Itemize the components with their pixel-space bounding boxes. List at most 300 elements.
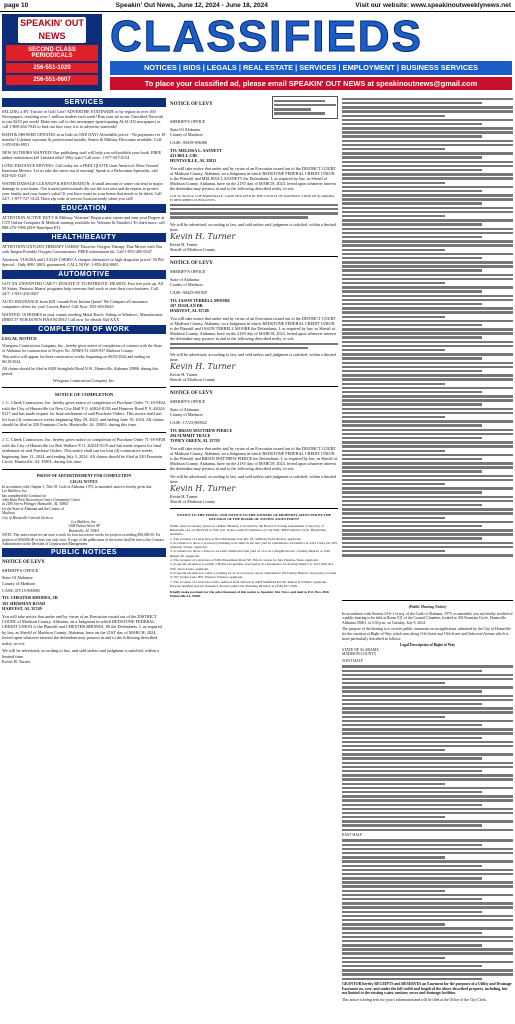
fine-print-line (342, 839, 513, 841)
zoning-item: 4. The location of a structure at 3304 Monument Road SE, Eris R. Lewis for Isla Thomas-Taste, applicant. (170, 558, 319, 563)
east-half-heading: EAST HALF (342, 833, 363, 838)
page-number: page 10 (4, 2, 29, 9)
proof-line: has completed the Contract for (2, 493, 47, 498)
levy-footer: We will be advertised, according to law, and sold unless said judgment is satisfied, within a limited time. (2, 648, 159, 659)
closing-note: This notice is being sent for (your) information and will be filed at the Office of the City Clerk. (342, 997, 487, 1002)
fine-print-line (342, 525, 482, 527)
fine-print-line (342, 144, 513, 146)
payment-note: Kindly make payment for the advertisement of this notice to Speakin' Out News and mail to P.O. Box 2826 Huntsville AL 35804 (170, 590, 329, 599)
fine-print-line (342, 466, 513, 468)
fine-print-block (342, 96, 513, 596)
fine-print-line (342, 433, 513, 435)
classified-ad: BATH & SHOWER UPDATES in as little as ONE DAY! Affordable prices - No payments for 18 months! Lifetime warranty & professional installs. Senior & Military Discounts available. Call: 1-855-836-0951 (2, 132, 166, 147)
proof-line: City of Huntsville General Services (2, 515, 53, 520)
proof-line: Lee Builders, Inc. (2, 489, 28, 494)
notice-text-1: J. C. Cheek Contractors, Inc. hereby gives notice of completion of Purchase Order 71-18-SP24 with the City of Huntsville for New City Hall P. 0. #2024-0138 and Hanover Road P. 0. #2024-0127 and has made request for final settlement of said Purchase Orders. This notice shall run for four (4) consecutive weeks beginning May 29, 2024, and ending June 19, 2024. All claims should be filed at 320 Fountain Circle, Huntsville, AL 35801, during this time. (2, 399, 166, 428)
fine-print-line (342, 927, 513, 929)
levy-office: SHERIFF'S OFFICE (2, 567, 39, 573)
top-bar (0, 0, 515, 12)
promo-line-1: SECOND CLASS PERIODICALS (6, 45, 98, 61)
west-half-lines (342, 665, 513, 831)
fine-print-line (342, 194, 513, 196)
zoning-item: 1. The location of a structure at 5014 Mountain Gap Rd. SE, William Todd Weaver, applicant. (170, 536, 302, 541)
fine-print-line (342, 749, 445, 751)
sheriff-signature: Kevin H. Turner (170, 362, 236, 372)
fine-print-line (342, 190, 482, 192)
fine-print-line (342, 253, 513, 255)
fine-print-line (342, 278, 513, 280)
stamp-line (274, 100, 325, 102)
fine-print-line (342, 537, 482, 539)
fine-print-line (342, 362, 513, 364)
fine-print-line (342, 860, 513, 862)
levy-1-city: HUNTSVILLE, AL 35811 (170, 157, 217, 163)
fine-print-line (342, 703, 482, 705)
fine-print-line (342, 383, 445, 385)
fine-print-line (342, 140, 513, 142)
fine-print-line (342, 804, 482, 806)
fine-print-line (342, 808, 513, 810)
fine-print-line (342, 257, 482, 259)
fine-print-line (342, 475, 513, 477)
levy-1-sheriff-name: Kevin H. Turner (170, 241, 198, 247)
divider (170, 508, 338, 509)
health-heading: HEALTH/BEAUTY (2, 233, 166, 242)
levy-2-state: State of Alabama (170, 276, 199, 282)
classified-ad: SELLING a RV, Tractor or Golf Cart? ADVERTISE STATEWIDE or by region in over 100 Newspapers, reaching over 1 million readers each week! Run your ad in our Classified Network to just $210 per week! Make one call to this newspaper (participating ALSCAN newspaper) or call 1-800-264-7043 to find out how easy it is to advertise statewide! (2, 109, 164, 129)
fine-print-line (342, 161, 513, 163)
fine-print-line (342, 546, 513, 548)
fine-print-line (342, 320, 513, 322)
levy-3-state: State of Alabama (170, 407, 199, 413)
fine-print-line (342, 728, 513, 730)
legal-line (170, 208, 338, 210)
proof-line: Lee Builders, Inc. (71, 519, 97, 524)
sheriff-signature: Kevin H. Turner (170, 231, 236, 241)
fine-print-line (342, 374, 513, 376)
completion-heading: COMPLETION OF WORK (2, 325, 166, 334)
fine-print-line (342, 328, 513, 330)
fine-print-line (342, 450, 445, 452)
fine-print-line (342, 261, 513, 263)
levy-3-case: CASE: CV23-900922 (170, 420, 207, 426)
zoning-title: NOTICE TO THE PUBLIC AND NOTICE TO THE OWNERS OF PROPERTY AFFECTED BY THE DECISION OF THE BOARD OF ZONING ADJUSTMENT (176, 513, 332, 522)
fine-print-line (342, 716, 445, 718)
fine-print-line (342, 829, 513, 831)
notice-text-2: J. C. Cheek Contractors, Inc. hereby gives notice of completion of Purchase Order 71-18-SP28 with the City of Huntsville for Bob Wallace P. O. #2024-0119 and has made request for final settlement of said Purchase Orders. This notice shall run for four (4) consecutive weeks beginning June 12, 2024, and ending July 3, 2024. All claims should be filed at 320 Fountain Circle, Huntsville, AL 35801, during this time. (2, 436, 166, 465)
legal-line (170, 204, 338, 206)
fine-print-line (342, 131, 513, 133)
fine-print-line (342, 198, 513, 200)
fine-print-line (342, 420, 513, 422)
fine-print-line (342, 454, 513, 456)
fine-print-line (342, 483, 445, 485)
levy-to: TO: CHESTER RHODES, JR (2, 595, 58, 601)
legal-line (170, 212, 338, 214)
fine-print-line (342, 391, 482, 393)
fine-print-line (342, 357, 482, 359)
fine-print-line (342, 885, 513, 887)
fine-print-line (342, 219, 513, 221)
levy-2-title: NOTICE OF LEVY (170, 260, 213, 266)
levy-3-office: SHERIFF'S OFFICE (170, 399, 206, 405)
legal-line (170, 343, 338, 345)
column-right (342, 96, 513, 1002)
fine-print-line (342, 496, 513, 498)
fine-print-line (342, 479, 513, 481)
classified-ad: Attention: VIAGRA and CIALIS USERS! A cheaper alternative to high drugstore prices! 50 Pill Special - Only $99! 100% guaranteed. CALL NOW: 1-855-402-0005 (2, 257, 164, 267)
fine-print-line (342, 674, 513, 676)
fine-print-line (342, 399, 513, 401)
levy-2-office: SHERIFF'S OFFICE (170, 268, 206, 274)
stamp-line (274, 112, 325, 114)
fine-print-line (342, 274, 513, 276)
divider (2, 387, 166, 388)
fine-print-line (342, 165, 513, 167)
fine-print-line (342, 295, 513, 297)
category-bar: NOTICES | BIDS | LEGALS | REAL ESTATE | SERVICES | EMPLOYMENT | BUSINESS SERVICES (110, 61, 512, 75)
fine-print-line (342, 848, 513, 850)
fine-print-line (342, 711, 513, 713)
zoning-item: 3. A variance to allow a fence to be built within the front yard of a lot in a Neighborhood 1 Zoning District at 1201 Ringer Dr. Applicant. (170, 549, 331, 558)
automotive-heading: AUTOMOTIVE (2, 270, 166, 279)
fine-print-line (342, 211, 513, 213)
east-half-section (342, 833, 513, 838)
place-ad-banner[interactable]: To place your classified ad, please email SPEAKIN' OUT NEWS at speakinoutnews@gmail.com (110, 77, 512, 90)
fine-print-line (342, 770, 482, 772)
stamp-line (274, 104, 336, 106)
zoning-item: 5. A special exception to permit a Home Occupation on property in a Residence 1A Zoning District at 3101 Dell Ave NW, Jason Jones, applicant. (170, 562, 334, 571)
education-heading: EDUCATION (2, 204, 166, 213)
fine-print-line (342, 898, 482, 900)
divider (342, 600, 513, 601)
hearing-intro: In accordance with Section 23-6-1 et seq. of the Code of Alabama, 1975, as amended, you are hereby notified of a public hearing to be held at Room 911 of the Council Chamber, located at 303 Fountain Circle, Huntsville, Alabama 35801, at 5:30 p.m. on Tuesday, July 9, 2024. (342, 611, 513, 625)
fine-print-lines (342, 98, 513, 557)
fine-print-line (342, 307, 513, 309)
fine-print-line (342, 135, 482, 137)
hearing-state: STATE OF ALABAMA (342, 647, 379, 652)
fine-print-line (342, 470, 482, 472)
fine-print-line (342, 923, 445, 925)
levy-state: State Of Alabama (2, 575, 33, 581)
fine-print-line (342, 106, 513, 108)
fine-print-line (342, 177, 513, 179)
hearing-notice (342, 605, 513, 664)
fine-print-line (342, 173, 513, 175)
levy-city: HARVEST, AL 35749 (2, 606, 42, 612)
fine-print-line (342, 119, 513, 121)
fine-print-line (342, 110, 513, 112)
divider (170, 256, 338, 257)
fine-print-line (342, 521, 513, 523)
fine-print-line (342, 98, 513, 100)
levy-2-footer: We will be advertised, according to law, and sold unless said judgment is satisfied, within a limited time. (170, 352, 336, 363)
fine-print-line (342, 757, 482, 759)
fine-print-line (342, 202, 482, 204)
proof-line: Madison (2, 511, 15, 516)
fine-print-line (342, 695, 513, 697)
fine-print-line (342, 978, 482, 980)
fine-print-line (342, 223, 482, 225)
fine-print-line (342, 944, 482, 946)
classified-ad: WANTED: 10 HOMES in your county needing Metal Roofs, Siding or Windows. Manufacturer DIRECT! NO$ DOWN FINANCING! Call now for details 844-XXX (2, 312, 163, 322)
fine-print-line (342, 345, 513, 347)
fine-print-line (342, 820, 513, 822)
hearing-county: MADISON COUNTY (342, 652, 377, 657)
fine-print-line (342, 762, 513, 764)
column-middle (170, 96, 338, 599)
fine-print-line (342, 686, 513, 688)
fine-print-line (342, 236, 482, 238)
levy-2-sheriff-title: Sheriff of Madison County (170, 377, 216, 383)
levy-3-county: County of Madison (170, 412, 203, 418)
fine-print-line (342, 228, 513, 230)
services-heading: SERVICES (2, 98, 166, 107)
fine-print-line (342, 961, 513, 963)
fine-print-line (342, 732, 513, 734)
fine-print-line (342, 873, 513, 875)
fine-print-line (342, 707, 513, 709)
completion-text-2: This notice will appear for three consecutive weeks, beginning on 06/05/2024 and ending on 06/19/2024. (2, 354, 151, 365)
fine-print-line (342, 182, 445, 184)
fine-print-line (342, 906, 513, 908)
legal-desc-heading: Legal Description of Right of Way (399, 643, 456, 648)
fine-print-line (342, 737, 482, 739)
completion-signoff: Wiregrass Construction Company, Inc. (52, 377, 116, 383)
completion-notice (2, 337, 166, 383)
fine-print-line (342, 265, 513, 267)
fine-print-line (342, 458, 482, 460)
fine-print-line (342, 529, 513, 531)
sheriff-signature: Kevin H. Turner (170, 484, 236, 494)
fine-print-line (342, 416, 445, 418)
fine-print-line (342, 952, 513, 954)
fine-print-line (342, 911, 482, 913)
fine-print-line (342, 890, 445, 892)
levy-address: 103 SHERMAN ROAD (2, 600, 46, 606)
levy-3-to: TO: BRIAN MATTHEW PIERCE (170, 428, 233, 434)
fine-print-line (342, 936, 513, 938)
fine-print-line (342, 332, 513, 334)
classified-ad: NEW AUTHORS WANTED! Our publishing staff will help you self-publish your book. FREE author submission kit! Limited offer! Why wait? Call now: 1-877-567-6154 (2, 150, 162, 160)
fine-print-line (342, 678, 513, 680)
fine-print-line (342, 894, 513, 896)
fine-print-line (342, 500, 513, 502)
fine-print-line (342, 269, 482, 271)
fine-print-line (342, 877, 482, 879)
fine-print-line (342, 207, 513, 209)
fine-print-line (342, 445, 513, 447)
fine-print-line (342, 824, 482, 826)
fine-print-line (342, 148, 445, 150)
notice-of-completion (2, 392, 166, 465)
fine-print-line (342, 186, 513, 188)
levy-2-city: HARVEST, AL 35749 (170, 307, 209, 313)
fine-print-line (342, 299, 513, 301)
classified-ad: GOT AN UNWANTED CAR??? DONATE IT TO PATRIOTIC HEARTS. Fast free pick up. All 50 States. Patriotic Hearts' programs help veterans find work or start their own business. Call 24/7: 1-855-416-0027 (2, 281, 164, 296)
levy-2-sheriff-name: Kevin H. Turner (170, 372, 198, 378)
fine-print-line (342, 403, 482, 405)
fine-print-line (342, 856, 445, 858)
fine-print-line (342, 745, 513, 747)
levy-1-address: 433 BELL CIR (170, 152, 197, 158)
classified-ad: WATER DAMAGE CLEANUP & RESTORATION: A small amount of water can lead to major damage in your home. Our trusted professionals dry out the wet area and do repairs to protect your family and your home's value! If you have water in your home that needs to be dried, Call 24/7: 1-877-727-3144. Have zip code of service location ready when you call! (2, 181, 163, 201)
fine-print-line (342, 550, 445, 552)
website-link[interactable]: Visit our website: www.speakinoutweeklynews.net (355, 2, 511, 9)
fine-print-line (342, 554, 513, 556)
fine-print-line (342, 766, 513, 768)
levy-3-body: You will take notice that under and by virtue of an Execution issued out of the DISTRICT COURT of Madison County, Alabama, on a Judgment in which REDSTONE FEDERAL CREDIT UNION is the Plaintiff and BRIAN MATTHEW PIERCE the Defendants, I, as required by law, as Sheriff of Madison County, Alabama, have on the 21ST day of MARCH, 2024, levied upon whatever interest the defendant may possess in and to the following described realty, to-wit: (170, 446, 338, 472)
fine-print-line (342, 795, 513, 797)
fine-print-line (342, 791, 482, 793)
fine-print-line (342, 429, 513, 431)
legal-line (170, 216, 308, 218)
fine-print-line (342, 127, 513, 129)
fine-print-line (342, 244, 513, 246)
fine-print-line (342, 512, 513, 514)
fine-print-line (342, 441, 513, 443)
fine-print-line (342, 349, 445, 351)
fine-print-line (342, 215, 445, 217)
fine-print-line (342, 353, 513, 355)
fine-print-line (342, 902, 513, 904)
fine-print-line (342, 932, 482, 934)
fine-print-line (342, 491, 482, 493)
fine-print-line (342, 720, 513, 722)
stamp-line (274, 108, 311, 110)
fine-print-line (342, 370, 482, 372)
newspaper-logo: SPEAKIN' OUT NEWS (18, 17, 86, 43)
fine-print-line (342, 487, 513, 489)
fine-print-line (342, 156, 482, 158)
notice-heading: NOTICE OF COMPLETION (54, 392, 114, 398)
levy-3-sheriff-name: Kevin H. Turner (170, 494, 198, 500)
public-notices-heading: PUBLIC NOTICES (2, 548, 166, 557)
levy-3-title: NOTICE OF LEVY (170, 391, 213, 397)
fine-print-line (342, 102, 482, 104)
fine-print-line (342, 844, 482, 846)
fine-print-line (342, 115, 445, 117)
levy-1-header (170, 96, 338, 119)
fine-print-line (342, 286, 513, 288)
levy-county: County of Madison (2, 580, 36, 586)
masthead (0, 13, 515, 93)
fine-print-line (342, 778, 513, 780)
fine-print-line (342, 412, 513, 414)
fine-print-line (342, 240, 513, 242)
fine-print-line (342, 869, 513, 871)
levy-sheriff: Kevin H. Turner (2, 658, 31, 664)
fine-print-line (342, 852, 513, 854)
classifieds-title: CLASSIFIEDS (110, 12, 423, 61)
levy-1-sheriff-title: Sheriff of Madison County (170, 246, 216, 252)
zoning-body: Public notice is hereby given of a Public Hearing to be held by the Board of Zoning Adjustment of the City of Huntsville, AL on 06/25/24 at 5:00 p.m. in the Council Chambers of City Hall, 308 Fountain Circle, Huntsville, Alabama. (170, 523, 327, 537)
fine-print-line (342, 919, 513, 921)
fine-print-line (342, 424, 482, 426)
zoning-item: 6. A special exception to allow a parking lot as an accessory use in a Residence 1B Zoning District on property located at 707 Jordan Lane NW, Eleanor Scheuer, applicant. (170, 570, 337, 580)
fine-print-line (342, 741, 513, 743)
fine-print-line (342, 690, 482, 692)
west-half-heading: WEST HALF (342, 658, 364, 663)
levy-3-address: 294 SUMMIT TRACE (170, 433, 211, 439)
proof-line: 1044 Fulton Street SP (68, 524, 100, 529)
promo-line-3: 256-551-0607 (6, 75, 98, 85)
classified-ad: ATTENTION OXYGEN THERAPY USERS! Discover Oxygen Therapy That Moves with You with Inogen Portable Oxygen Concentrators. FREE information kit. Call 1-855-405-6547 (2, 244, 163, 254)
fine-print-line (342, 787, 513, 789)
fine-print-line (342, 462, 513, 464)
fine-print-line (342, 249, 445, 251)
levy-2-county: County of Madison (170, 281, 203, 287)
divider (170, 386, 338, 387)
levy-2-address: 107 JESSLAN DR (170, 302, 203, 308)
fine-print-line (342, 437, 482, 439)
fine-print-line (342, 504, 482, 506)
classified-ad: AUTO INSURANCE from $29 / month Free Instant Quote! We Compare all insurance companies offers for you! Lowest Rates! Call Now: 855-403-0043 (2, 299, 148, 309)
issue-date: Speakin' Out News, June 12, 2024 - June 18, 2024 (115, 2, 268, 9)
fine-print-line (342, 378, 513, 380)
completion-text: Wiregrass Construction Company, Inc., hereby gives notice of completion of contract with the State of Alabama for construction of Project No. ATRP2-51-2020-937 Madison County. (2, 342, 162, 353)
fine-print-line (342, 969, 513, 971)
fine-print-line (342, 517, 445, 519)
fine-print-line (342, 311, 513, 313)
column-left (2, 96, 166, 664)
levy-3-city: TONEY GREEN, AL 35759 (170, 438, 220, 444)
levy-1-county: County of Madison (170, 131, 203, 137)
levy-1-footer: We will be advertised, according to law, and sold unless said judgment is satisfied, within a limited time. (170, 221, 336, 232)
levy-1-body: You will take notice that under and by virtue of an Execution issued out of the DISTRICT COURT of Madison County, Alabama, on a Judgment in which REDSTONE FEDERAL CREDIT UNION is the Plaintiff and MELISSA L SASNETT the Defendants, I, as required by law, as Sheriff of Madison County, Alabama, have on the 21ST day of MARCH, 2024, levied upon whatever interest the defendant may possess in and to the following described realty, to-wit: (170, 165, 337, 191)
zoning-item: 2. A variance to allow a accessory building to be built in the rear yard in a Residence 2A District at 2413 Caley Dr. NW, Anthony Turner, applicant. (170, 540, 338, 550)
levy-case: CASE: DV15-900085 (2, 588, 41, 594)
proof-line: Huntsville, AL 35801 (68, 528, 100, 533)
levy-2-to: TO: JASON TERRELL MOORE (170, 297, 231, 303)
zoning-closing: Persons needing special assistance should contact the Planning Division at (256) 427-5100. (170, 583, 298, 588)
east-half-lines (342, 839, 513, 980)
proof-line: at 2180 Sierra Pittinger Huntsville, AL 35804 (2, 502, 68, 507)
fine-print-line (342, 303, 482, 305)
fine-print-line (342, 542, 513, 544)
divider (2, 432, 166, 433)
fine-print-line (342, 699, 513, 701)
proof-line: NOTE: This notice must be run once a week for four successive weeks for projects exceeding $50,000.00. For projects of $50,000.00 or less, run only once. A copy of the publication of the notice shall be sent to the Contract Administrator at the Division of Construction Management. (2, 533, 164, 546)
hearing-title: (Public Hearing Notice) (408, 605, 447, 609)
fine-print-line (342, 753, 513, 755)
proof-line: for the State of Alabama and the County of (2, 506, 64, 511)
fine-print-line (342, 533, 513, 535)
promo-line-2: 256-551-1020 (6, 63, 98, 73)
fine-print-line (342, 965, 482, 967)
brand-panel (2, 14, 102, 91)
fine-print-line (342, 387, 513, 389)
proof-line: In accordance with Chapter 1, Title 39, Code of Alabama, 1975, as amended, notice is hereby given that (2, 484, 152, 489)
fine-print-line (342, 915, 513, 917)
classified-ad: LONG DISTANCE MOVING: Call today for a FREE QUOTE from America's Most Trusted Interstate Movers. Let us take the stress out of moving! Speak to a Relocation Specialist, call 844-925-3529 (2, 163, 159, 178)
fine-print-line (342, 682, 445, 684)
fine-print-line (342, 799, 513, 801)
levy-title: NOTICE OF LEVY (2, 560, 45, 566)
fine-print-line (342, 341, 513, 343)
fine-print-line (342, 123, 482, 125)
recording-stamp (272, 96, 338, 119)
fine-print-line (342, 336, 482, 338)
legal-line (170, 347, 308, 349)
fine-print-line (342, 881, 513, 883)
completion-text-3: All claims should be filed at 6200 Stringfield Road N.W., Huntsville, Alabama 35806, during this period. (2, 365, 159, 376)
fine-print-line (342, 783, 445, 785)
levy-1-case: CASE: SM19-906306 (170, 139, 208, 145)
fine-print-line (342, 940, 513, 942)
fine-print-line (342, 670, 482, 672)
fine-print-line (342, 865, 482, 867)
